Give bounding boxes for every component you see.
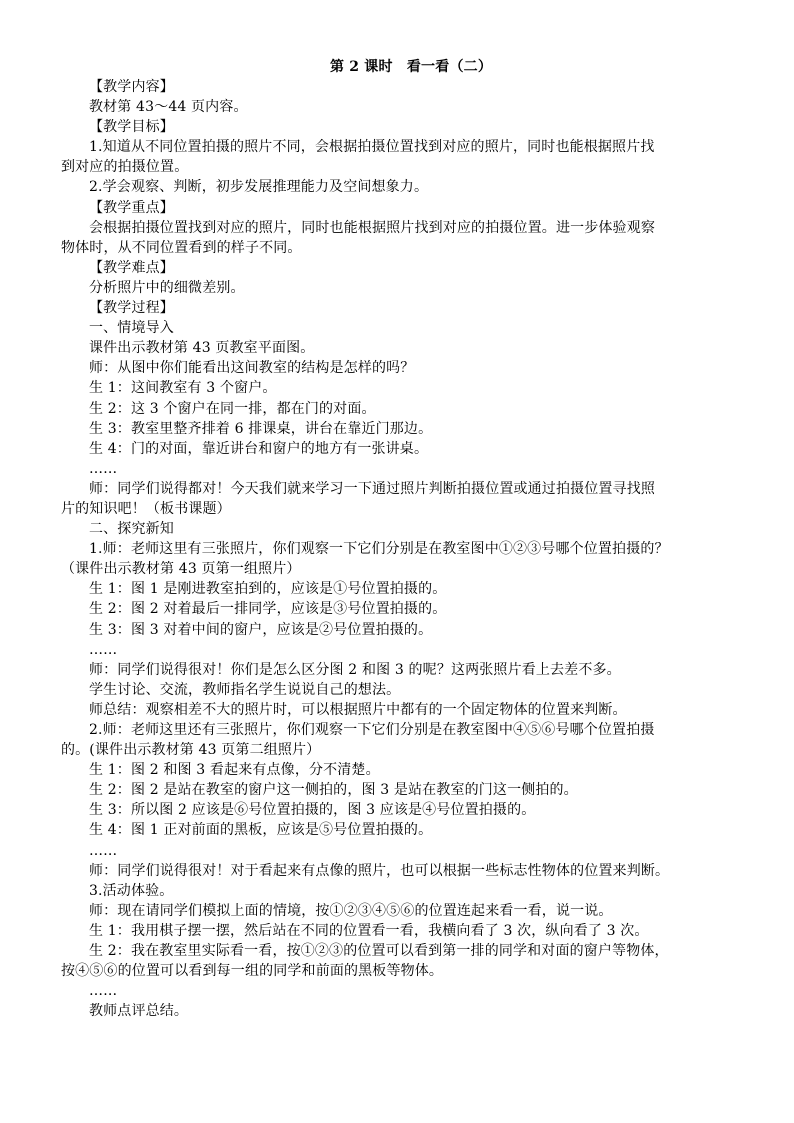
document-body	[61, 77, 737, 1021]
text-line: 【教学难点】	[89, 259, 174, 276]
text-line: 生 3：图 3 对着中间的窗户，应该是②号位置拍摄的。	[89, 621, 433, 638]
text-line: 1.知道从不同位置拍摄的照片不同，会根据拍摄位置找到对应的照片，同时也能根据照片找	[89, 139, 655, 156]
text-line: 师：同学们说得很对！你们是怎么区分图 2 和图 3 的呢？这两张照片看上去差不多。	[89, 661, 621, 678]
text-line: 课件出示教材第 43 页教室平面图。	[89, 340, 315, 357]
text-line: 生 1：这间教室有 3 个窗户。	[89, 380, 277, 397]
text-line: 生 3：教室里整齐排着 6 排课桌，讲台在靠近门那边。	[89, 420, 433, 437]
text-line: 1.师：老师这里有三张照片，你们观察一下它们分别是在教室图中①②③号哪个位置拍摄的？	[89, 541, 669, 558]
text-line: 分析照片中的细微差别。	[89, 279, 245, 296]
text-line: 会根据拍摄位置找到对应的照片，同时也能根据照片找到对应的拍摄位置。进一步体验观察	[89, 219, 655, 236]
text-line: ……	[89, 983, 118, 1000]
text-line: 教材第 43～44 页内容。	[89, 99, 248, 116]
text-line: 生 2：我在教室里实际看一看，按①②③的位置可以看到第一排的同学和对面的窗户等物体，	[89, 943, 669, 960]
text-line: 生 1：我用棋子摆一摆，然后站在不同的位置看一看，我横向看了 3 次，纵向看了 3 次。	[89, 922, 649, 939]
text-line: 师：同学们说得都对！今天我们就来学习一下通过照片判断拍摄位置或通过拍摄位置寻找照	[89, 480, 655, 497]
text-line: 的。(课件出示教材第 43 页第二组照片）	[61, 742, 321, 759]
text-line: 生 2：图 2 对着最后一排同学，应该是③号位置拍摄的。	[89, 601, 447, 618]
text-line: 生 1：图 1 是刚进教室拍到的，应该是①号位置拍摄的。	[89, 581, 447, 598]
text-line: 3.活动体验。	[89, 882, 174, 899]
text-line: 按④⑤⑥的位置可以看到每一组的同学和前面的黑板等物体。	[61, 963, 444, 980]
text-line: 片的知识吧！（板书课题）	[61, 500, 231, 517]
text-line: 生 4：图 1 正对前面的黑板，应该是⑤号位置拍摄的。	[89, 822, 433, 839]
text-line: 生 3：所以图 2 应该是⑥号位置拍摄的，图 3 应该是④号位置拍摄的。	[89, 802, 536, 819]
text-line: （课件出示教材第 43 页第一组照片）	[61, 561, 301, 578]
text-line: 【教学目标】	[89, 119, 174, 136]
text-line: 师总结：观察相差不大的照片时，可以根据照片中都有的一个固定物体的位置来判断。	[89, 701, 627, 718]
text-line: 2.师：老师这里还有三张照片，你们观察一下它们分别是在教室图中④⑤⑥号哪个位置拍摄	[89, 722, 655, 738]
text-line: ……	[89, 460, 118, 477]
text-line: 一、情境导入	[89, 320, 174, 337]
text-line: 二、探究新知	[89, 521, 174, 538]
text-line: 生 2：图 2 是站在教室的窗户这一侧拍的，图 3 是站在教室的门这一侧拍的。	[89, 782, 578, 799]
document-page	[61, 57, 737, 1021]
text-line: 生 2：这 3 个窗户在同一排，都在门的对面。	[89, 400, 376, 417]
text-line: 生 1：图 2 和图 3 看起来有点像，分不清楚。	[89, 762, 380, 779]
text-line: 【教学过程】	[89, 300, 174, 317]
text-line: 师：从图中你们能看出这间教室的结构是怎样的吗？	[89, 360, 415, 377]
text-line: 【教学内容】	[89, 79, 174, 95]
text-line: 师：同学们说得很对！对于看起来有点像的照片，也可以根据一些标志性物体的位置来判断。	[89, 862, 670, 879]
lesson-title: 第 2 课时 看一看（二）	[329, 59, 493, 75]
text-line: 物体时，从不同位置看到的样子不同。	[61, 239, 302, 256]
text-line: ……	[89, 842, 118, 859]
text-line: 【教学重点】	[89, 199, 174, 216]
text-line: ……	[89, 641, 118, 658]
text-line: 2.学会观察、判断，初步发展推理能力及空间想象力。	[89, 179, 429, 196]
text-line: 学生讨论、交流，教师指名学生说说自己的想法。	[89, 681, 401, 698]
text-line: 师：现在请同学们模拟上面的情境，按①②③④⑤⑥的位置连起来看一看，说一说。	[89, 902, 613, 919]
text-line: 到对应的拍摄位置。	[61, 159, 189, 176]
text-line: 教师点评总结。	[89, 1003, 189, 1020]
text-line: 生 4：门的对面，靠近讲台和窗户的地方有一张讲桌。	[89, 440, 429, 457]
